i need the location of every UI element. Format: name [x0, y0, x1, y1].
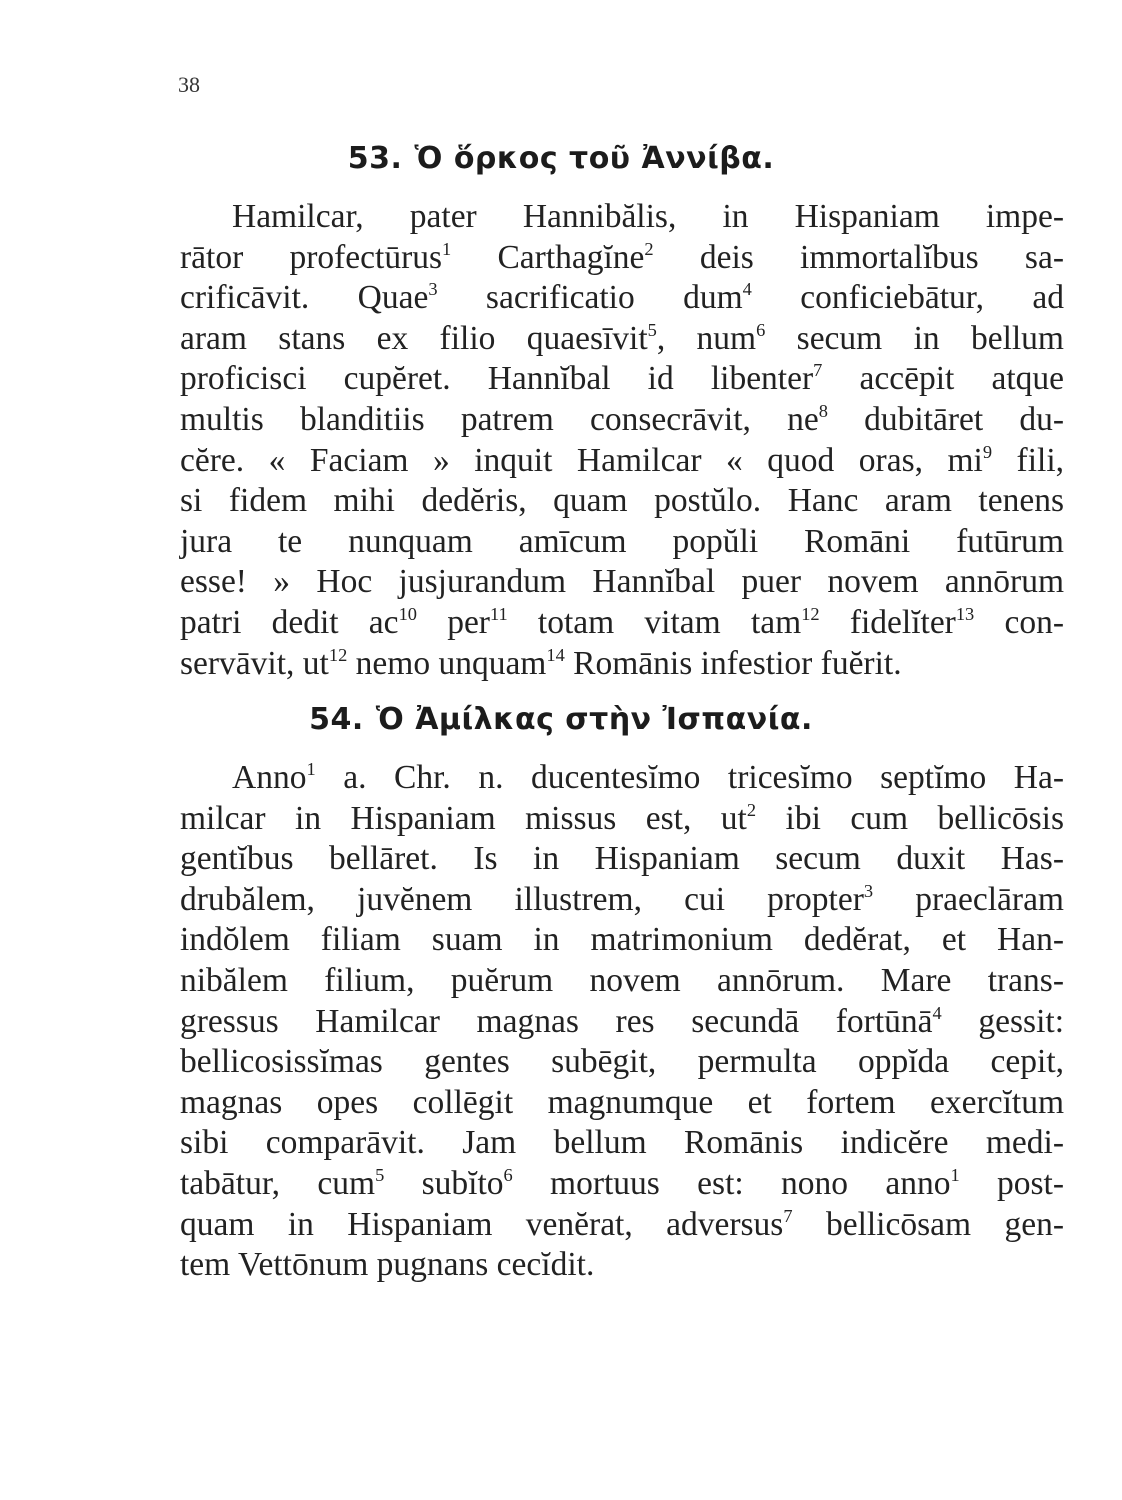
- text-segment: aram stans ex filio quaesīvit: [180, 319, 648, 357]
- footnote-ref: 13: [955, 604, 975, 625]
- text-segment: ibi cum bellicōsis: [756, 799, 1064, 837]
- text-line: [180, 758, 1064, 799]
- text-segment: gessit:: [941, 1002, 1064, 1040]
- section-54-text: [180, 758, 1064, 1286]
- text-segment: Carthagĭne: [451, 238, 645, 276]
- text-segment: secum in bellum: [765, 319, 1064, 357]
- footnote-ref: 1: [442, 238, 452, 259]
- footnote-ref: 8: [818, 401, 828, 422]
- page-number: 38: [178, 72, 200, 97]
- section-number: 53.: [347, 141, 403, 176]
- text-segment: fidelĭter: [819, 603, 956, 641]
- text-line: [180, 319, 1064, 360]
- text-line: [180, 1123, 1064, 1164]
- section-title: Ὁ ὅρκος τοῦ Ἀννίβα.: [414, 141, 775, 176]
- text-segment: gentĭbus bellāret. Is in Hispaniam secum duxit Has-: [180, 840, 1064, 878]
- text-segment: crificāvit. Quae: [180, 279, 429, 317]
- section-number: 54.: [309, 702, 364, 737]
- text-segment: rātor profectūrus: [180, 238, 443, 276]
- section-title: Ὁ Ἀμίλκας στὴν Ἰσπανία.: [375, 702, 813, 737]
- text-segment: si fidem mihi dedĕris, quam postŭlo. Hanc aram tenens: [180, 482, 1064, 520]
- footnote-ref: 7: [813, 360, 823, 381]
- footnote-ref: 12: [328, 644, 348, 665]
- text-segment: cĕre. « Faciam » inquit Hamilcar « quod oras, mi: [180, 441, 983, 479]
- footnote-ref: 4: [742, 279, 752, 300]
- text-line: [180, 238, 1064, 279]
- text-line: [180, 961, 1064, 1002]
- text-line: [180, 1042, 1064, 1083]
- text-line: [180, 359, 1064, 400]
- text-line: [180, 1205, 1064, 1246]
- text-segment: sibi comparāvit. Jam bellum Romānis indicĕre medi-: [180, 1124, 1064, 1162]
- text-segment: gressus Hamilcar magnas res secundā fortūnā: [180, 1002, 933, 1040]
- text-line: [180, 278, 1064, 319]
- text-line: [180, 562, 1064, 603]
- footnote-ref: 1: [306, 759, 316, 780]
- text-line: [180, 522, 1064, 563]
- text-segment: esse! » Hoc jusjurandum Hannĭbal puer novem annōrum: [180, 563, 1064, 601]
- footnote-ref: 4: [932, 1002, 942, 1023]
- text-segment: tem Vettōnum pugnans cecĭdit.: [180, 1246, 595, 1284]
- footnote-ref: 3: [863, 880, 874, 901]
- footnote-ref: 7: [783, 1205, 793, 1226]
- text-segment: accēpit atque: [822, 360, 1065, 398]
- footnote-ref: 1: [950, 1165, 960, 1186]
- text-segment: nemo unquam: [347, 644, 547, 682]
- text-segment: jura te nunquam amīcum popŭli Romāni futūrum: [180, 522, 1064, 560]
- text-segment: Anno: [232, 759, 307, 796]
- text-segment: sacrificatio dum: [437, 279, 743, 317]
- section-heading-53: [0, 141, 1122, 176]
- text-segment: dubitāret du-: [827, 400, 1064, 438]
- footnote-ref: 11: [489, 604, 508, 625]
- text-line: [180, 441, 1064, 482]
- footnote-ref: 9: [982, 441, 993, 462]
- footnote-ref: 2: [644, 238, 654, 259]
- text-segment: proficisci cupĕret. Hannĭbal id libenter: [180, 360, 814, 398]
- section-53-text: [180, 197, 1064, 684]
- footnote-ref: 3: [428, 279, 438, 300]
- text-line: [180, 1083, 1064, 1124]
- footnote-ref: 5: [375, 1165, 385, 1186]
- footnote-ref: 5: [647, 319, 657, 340]
- text-segment: servāvit, ut: [180, 644, 329, 682]
- text-segment: patri dedit ac: [180, 603, 399, 641]
- text-segment: nibălem filium, puĕrum novem annōrum. Mare trans-: [180, 961, 1064, 999]
- text-line: [180, 197, 1064, 238]
- text-line: [180, 1002, 1064, 1043]
- text-segment: praeclāram: [873, 880, 1064, 918]
- text-segment: Romānis infestior fuĕrit.: [564, 644, 902, 682]
- text-segment: fili,: [992, 441, 1064, 479]
- text-line: [180, 400, 1064, 441]
- footnote-ref: 10: [398, 604, 417, 625]
- section-heading-54: [0, 702, 1122, 737]
- text-segment: indŏlem filiam suam in matrimonium dedĕrat, et Han-: [180, 921, 1064, 959]
- text-line: [180, 644, 1064, 685]
- text-segment: magnas opes collēgit magnumque et fortem exercĭtum: [180, 1083, 1064, 1121]
- text-segment: post-: [959, 1164, 1065, 1202]
- footnote-ref: 6: [756, 319, 766, 340]
- text-segment: a. Chr. n. ducentesĭmo tricesĭmo septĭmo Ha-: [315, 759, 1064, 796]
- text-segment: , num: [656, 319, 757, 357]
- footnote-ref: 12: [801, 604, 820, 625]
- text-segment: tabātur, cum: [180, 1164, 376, 1202]
- text-segment: Hamilcar, pater Hannibălis, in Hispaniam impe-: [232, 198, 1064, 235]
- text-segment: con-: [974, 603, 1064, 641]
- text-line: [180, 603, 1064, 644]
- text-segment: mortuus est: nono anno: [512, 1164, 951, 1202]
- text-line: [180, 1245, 1064, 1286]
- text-segment: conficiebātur, ad: [751, 279, 1064, 317]
- text-line: [180, 880, 1064, 921]
- text-segment: quam in Hispaniam venĕrat, adversus: [180, 1205, 784, 1243]
- footnote-ref: 14: [546, 644, 565, 665]
- text-segment: drubălem, juvĕnem illustrem, cui propter: [180, 880, 864, 918]
- text-line: [180, 839, 1064, 880]
- text-segment: deis immortalĭbus sa-: [653, 238, 1064, 276]
- text-segment: subĭto: [384, 1164, 504, 1202]
- text-segment: multis blanditiis patrem consecrāvit, ne: [180, 400, 819, 438]
- text-segment: bellicosissĭmas gentes subēgit, permulta oppĭda cepit,: [180, 1043, 1064, 1081]
- footnote-ref: 6: [503, 1165, 513, 1186]
- text-segment: bellicōsam gen-: [792, 1205, 1064, 1243]
- text-line: [180, 1164, 1064, 1205]
- text-segment: per: [416, 603, 490, 641]
- text-segment: milcar in Hispaniam missus est, ut: [180, 799, 747, 837]
- footnote-ref: 2: [746, 799, 757, 820]
- text-line: [180, 799, 1064, 840]
- text-segment: totam vitam tam: [507, 603, 802, 641]
- text-line: [180, 920, 1064, 961]
- text-line: [180, 481, 1064, 522]
